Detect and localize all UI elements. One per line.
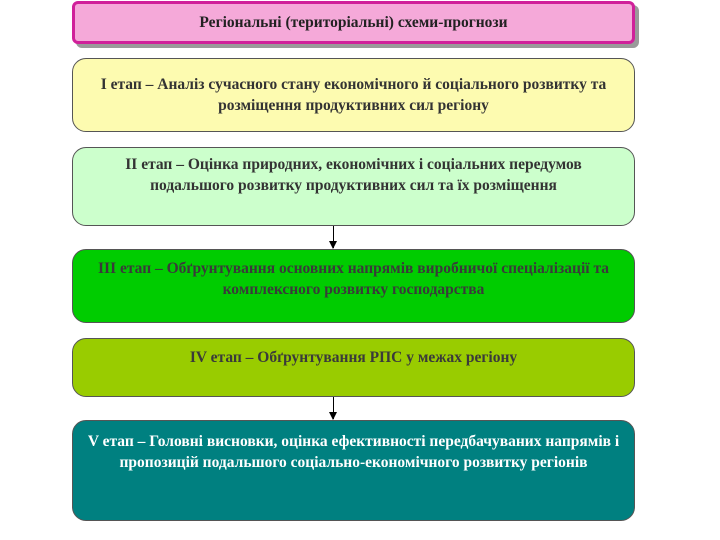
diagram-title xyxy=(72,1,635,44)
step-1-label: I етап – Аналіз сучасного стану економічного й соціального розвитку та розміщення продуктивних сил регіону xyxy=(100,76,607,114)
step-5-label: V етап – Головні висновки, оцінка ефективності передбачуваних напрямів і пропозицій подальшого соціально-економічного розвитку регіонів xyxy=(87,433,620,471)
step-2-box xyxy=(72,147,635,226)
step-5-box xyxy=(72,420,635,521)
step-4-label: IV етап – Обґрунтування РПС у межах регіону xyxy=(189,349,518,366)
step-2-label: II етап – Оцінка природних, економічних і соціальних передумов подальшого розвитку продуктивних сил та їх розміщення xyxy=(125,156,582,194)
step-4-box xyxy=(72,338,635,397)
step-3-label: ІІІ етап – Обґрунтування основних напрямів виробничої спеціалізації та комплексного розвитку господарства xyxy=(98,260,609,298)
diagram-title-text: Регіональні (територіальні) схеми-прогнози xyxy=(199,14,508,31)
step-1-box xyxy=(72,58,635,132)
step-3-box xyxy=(72,249,635,323)
arrow-step-4-to-5 xyxy=(333,397,334,419)
arrow-step-2-to-3 xyxy=(333,226,334,248)
